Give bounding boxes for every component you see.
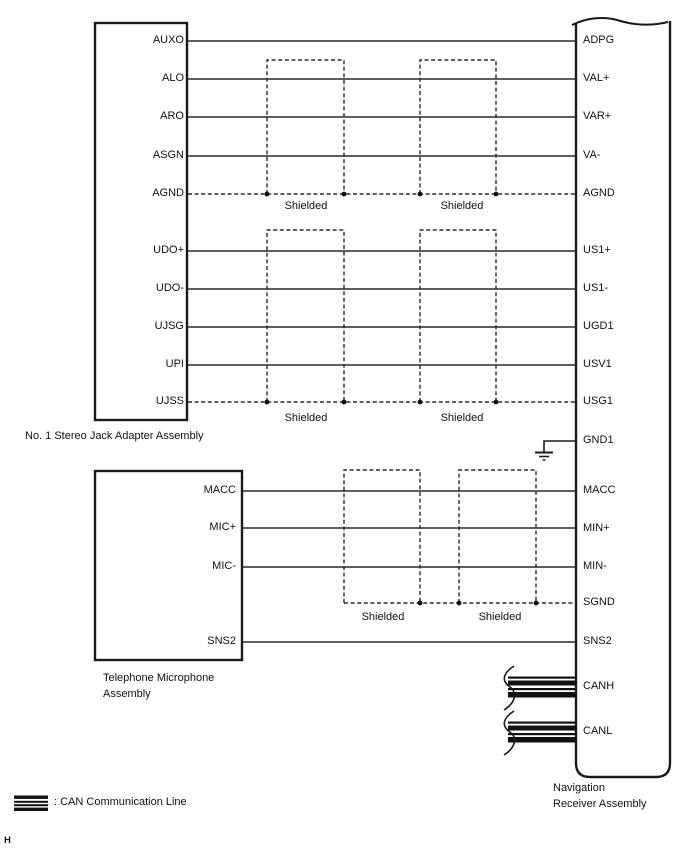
junction-dots (265, 192, 539, 606)
pin-var-plus: VAR+ (583, 110, 612, 122)
navigation-receiver-caption-line2: Receiver Assembly (553, 798, 647, 810)
shielded-label-audio-2: Shielded (440, 200, 484, 212)
pin-agnd-right: AGND (583, 187, 615, 199)
shielded-label-usb-2: Shielded (440, 412, 484, 424)
pin-macc-right: MACC (583, 484, 616, 496)
pin-canh: CANH (583, 680, 615, 692)
shield-drain-wires (188, 194, 576, 603)
solid-wires (188, 41, 576, 642)
pin-agnd-left: AGND (152, 187, 184, 199)
shielded-label-mic-1: Shielded (361, 611, 405, 623)
pin-sns2-right: SNS2 (583, 635, 612, 647)
telephone-microphone-caption (103, 670, 214, 702)
pin-ujss: UJSS (155, 395, 184, 407)
pin-aro: ARO (160, 110, 184, 122)
pin-udo-plus: UDO+ (153, 244, 184, 256)
pin-ugd1: UGD1 (583, 320, 614, 332)
can-high-line (508, 677, 576, 698)
pin-udo-minus: UDO- (155, 282, 184, 294)
pin-usv1: USV1 (583, 358, 612, 370)
shield-boxes (267, 60, 536, 603)
pin-val-plus: VAL+ (583, 72, 610, 84)
pin-mic-minus: MIC- (212, 560, 236, 572)
shield-box-usb-1 (267, 230, 344, 402)
shielded-label-mic-2: Shielded (478, 611, 522, 623)
pin-upi: UPI (165, 358, 184, 370)
pin-asgn: ASGN (152, 149, 184, 161)
pin-sgnd: SGND (583, 596, 615, 608)
can-legend-label: : CAN Communication Line (54, 796, 187, 808)
telephone-microphone-caption-line2: Assembly (103, 688, 151, 700)
pin-adpg: ADPG (583, 34, 615, 46)
pin-us1-plus: US1+ (583, 244, 611, 256)
shield-box-mic-2 (459, 470, 536, 603)
pin-us1-minus: US1- (583, 282, 609, 294)
shield-box-audio-1 (267, 60, 344, 194)
stereo-jack-adapter-caption: No. 1 Stereo Jack Adapter Assembly (25, 430, 204, 442)
ground-symbol (535, 441, 576, 460)
navigation-receiver-caption (553, 780, 647, 812)
navigation-receiver-caption-line1: Navigation (553, 782, 605, 794)
pin-ujsg: UJSG (154, 320, 184, 332)
pin-macc-left: MACC (203, 484, 236, 496)
pin-min-plus: MIN+ (583, 522, 610, 534)
pin-auxo: AUXO (152, 34, 184, 46)
shield-box-mic-1 (344, 470, 420, 603)
pin-va-minus: VA- (583, 149, 601, 161)
pin-alo: ALO (161, 72, 184, 84)
pin-usg1: USG1 (583, 395, 613, 407)
can-legend-symbol (14, 796, 48, 812)
shielded-label-usb-1: Shielded (284, 412, 328, 424)
shield-box-usb-2 (420, 230, 496, 402)
page-marker: H (4, 835, 11, 846)
pin-mic-plus: MIC+ (209, 521, 236, 533)
shielded-label-audio-1: Shielded (284, 200, 328, 212)
can-low-line (508, 722, 576, 743)
pin-sns2-left: SNS2 (207, 635, 236, 647)
torn-edge-wave (572, 18, 668, 25)
pin-gnd1: GND1 (583, 434, 614, 446)
pin-canl: CANL (583, 725, 613, 737)
pin-min-minus: MIN- (583, 560, 607, 572)
telephone-microphone-caption-line1: Telephone Microphone (103, 672, 215, 684)
shield-box-audio-2 (420, 60, 496, 194)
